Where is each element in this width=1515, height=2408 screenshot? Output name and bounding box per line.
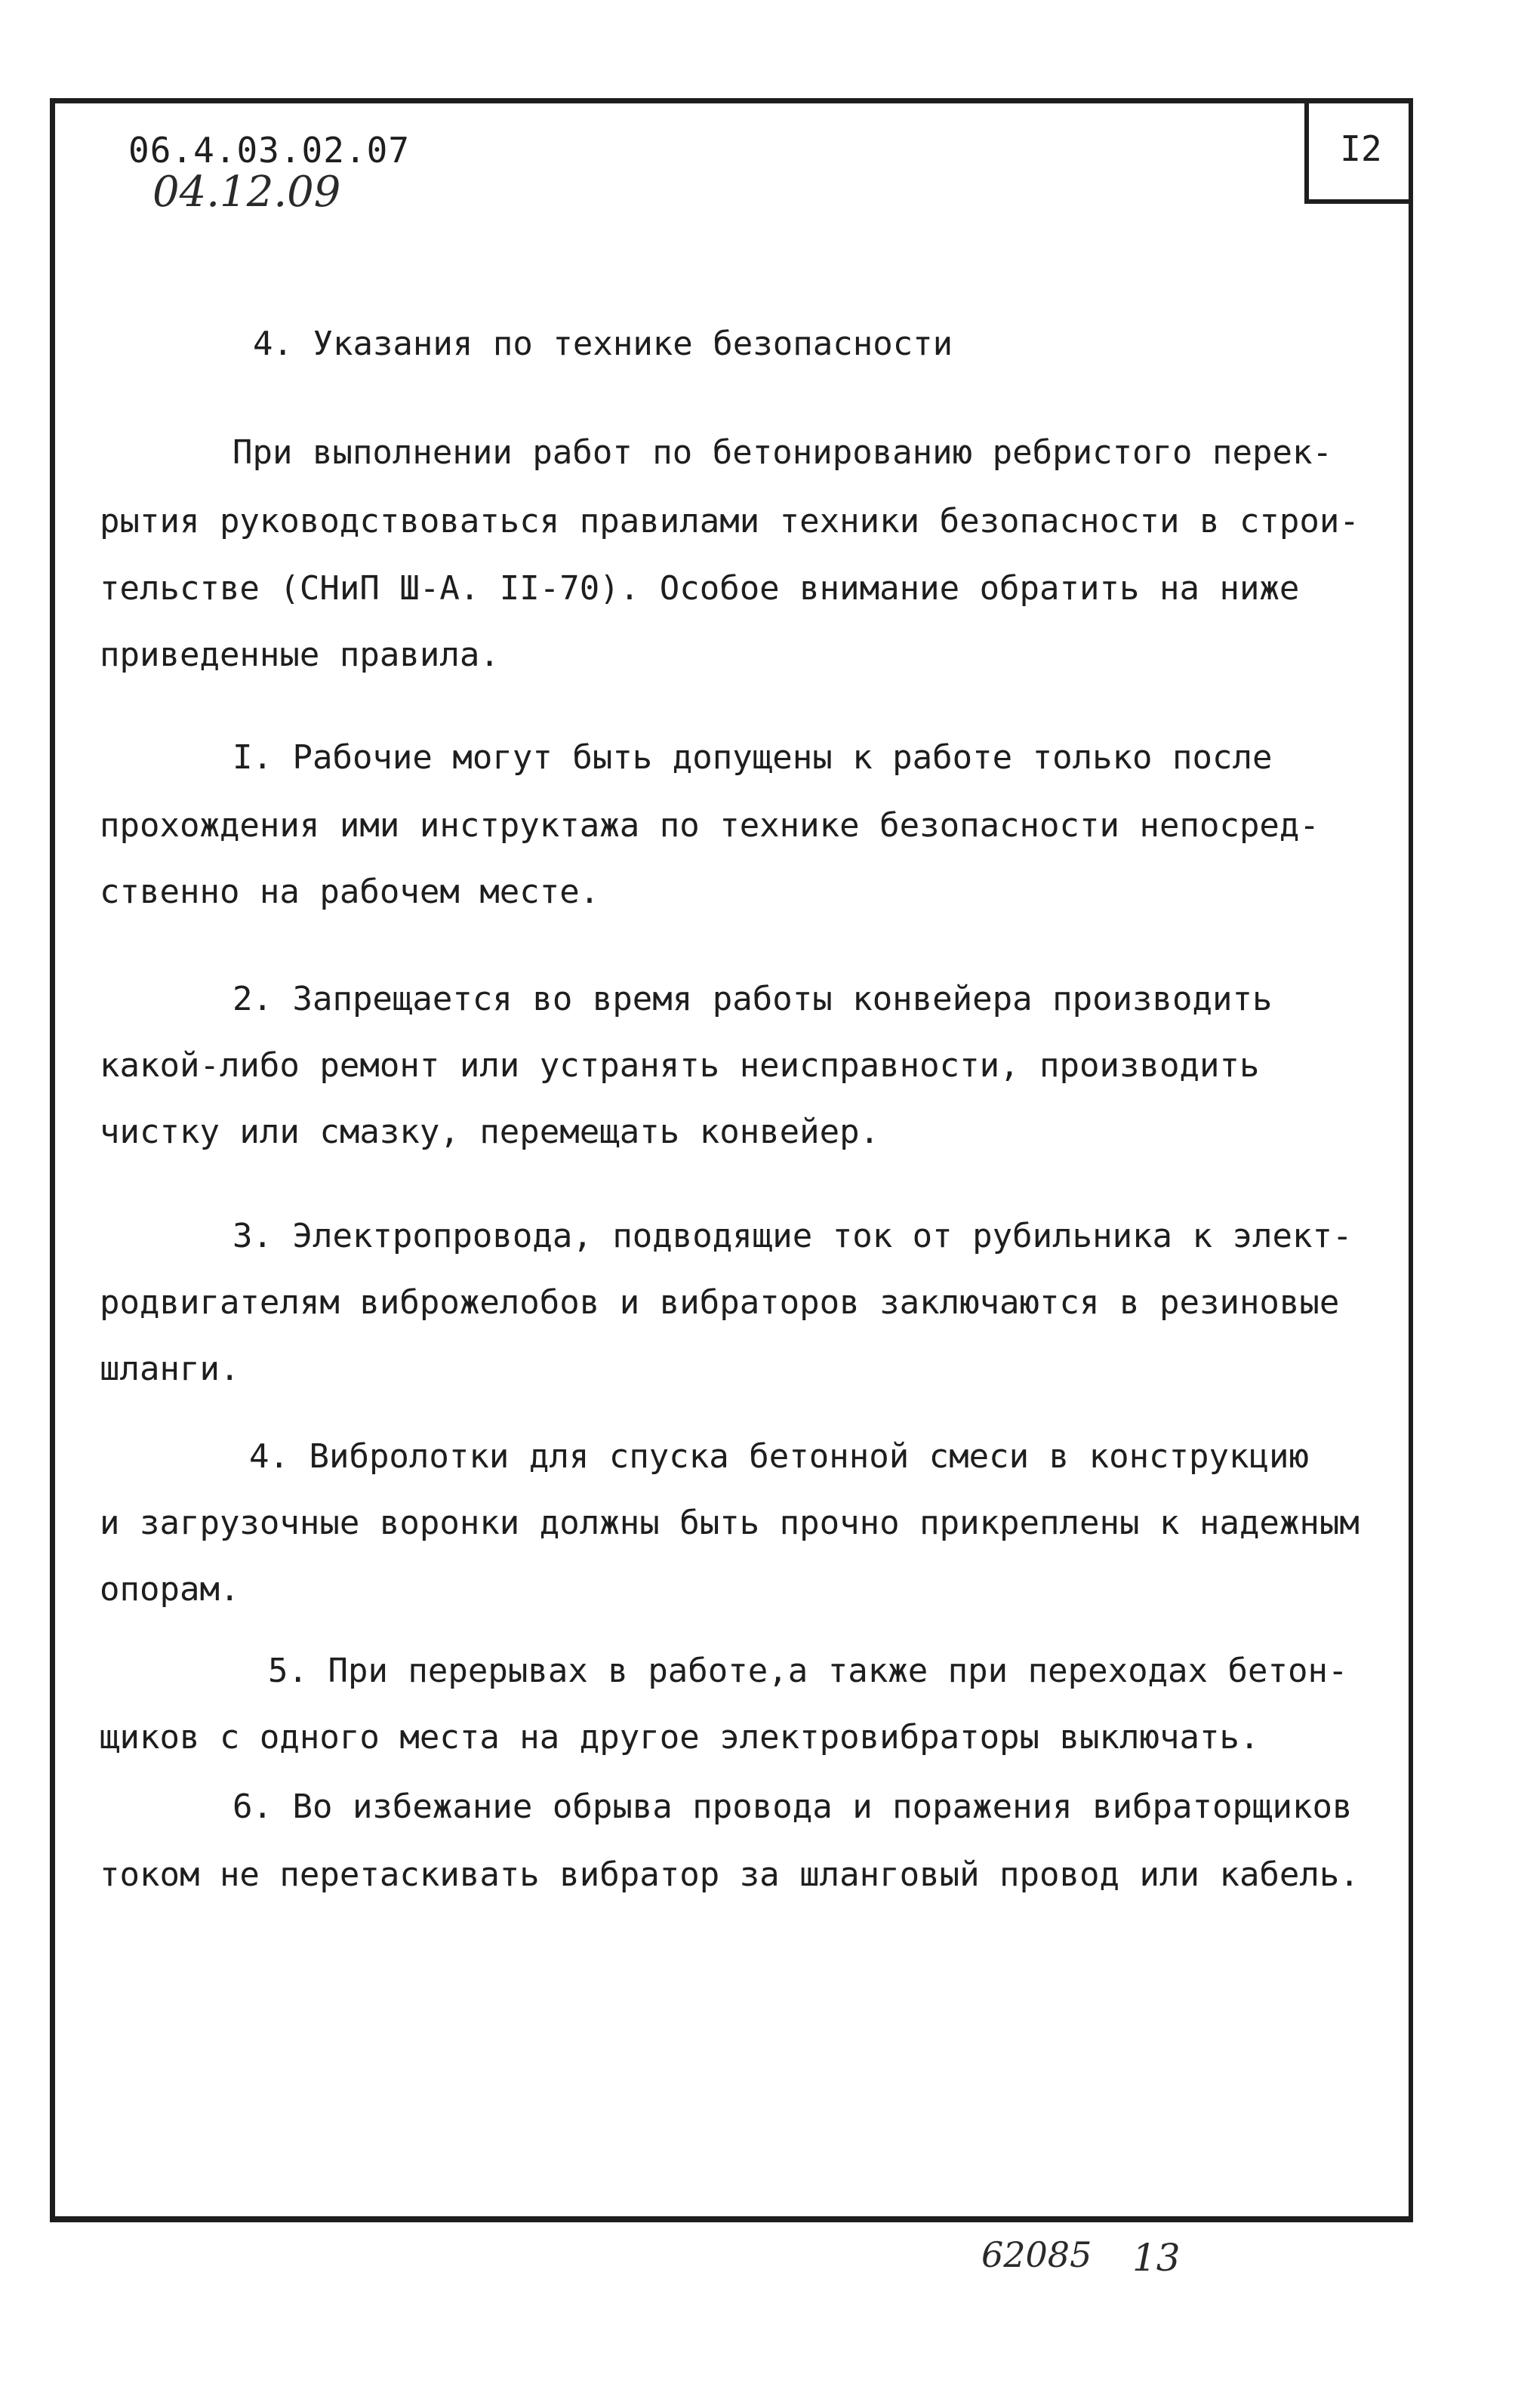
text-line: тельстве (СНиП Ш-А. II-70). Особое внимание обратить на ниже — [100, 569, 1300, 608]
text-line: 2. Запрещается во время работы конвейера производить — [232, 980, 1273, 1018]
text-line: 6. Во избежание обрыва провода и поражения вибраторщиков — [232, 1788, 1353, 1826]
text-line: 3. Электропровода, подводящие ток от рубильника к элект- — [232, 1217, 1353, 1255]
text-line: прохождения ими инструктажа по технике безопасности непосред- — [100, 806, 1319, 845]
archive-number: 62085 — [981, 2234, 1092, 2275]
text-line: 5. При перерывах в работе,а также при переходах бетон- — [268, 1652, 1348, 1690]
text-line: приведенные правила. — [100, 636, 500, 674]
sheet-number: 13 — [1132, 2236, 1181, 2280]
page-number: I2 — [1340, 128, 1382, 169]
text-line: током не перетаскивать вибратор за шланговый провод или кабель. — [100, 1855, 1359, 1894]
text-line: и загрузочные воронки должны быть прочно прикреплены к надежным — [100, 1504, 1359, 1542]
text-line: I. Рабочие могут быть допущены к работе только после — [232, 738, 1273, 777]
text-line: родвигателям виброжелобов и вибраторов заключаются в резиновые — [100, 1283, 1340, 1322]
section-title: 4. Указания по технике безопасности — [253, 325, 953, 363]
text-line: При выполнении работ по бетонированию ребристого перек- — [232, 433, 1332, 472]
text-line: чистку или смазку, перемещать конвейер. — [100, 1113, 880, 1151]
text-line: опорам. — [100, 1570, 240, 1609]
page-number-box — [1304, 98, 1413, 204]
text-line: щиков с одного места на другое электровибраторы выключать. — [100, 1718, 1260, 1757]
text-line: шланги. — [100, 1350, 240, 1388]
text-line: ственно на рабочем месте. — [100, 873, 600, 911]
handwritten-date: 04.12.09 — [152, 168, 341, 217]
text-line: рытия руководствоваться правилами техники безопасности в строи- — [100, 502, 1359, 540]
document-code: 06.4.03.02.07 — [128, 130, 411, 171]
page-frame — [50, 98, 1413, 2222]
text-line: 4. Вибролотки для спуска бетонной смеси в конструкцию — [249, 1437, 1309, 1476]
text-line: какой-либо ремонт или устранять неисправности, производить — [100, 1046, 1260, 1085]
